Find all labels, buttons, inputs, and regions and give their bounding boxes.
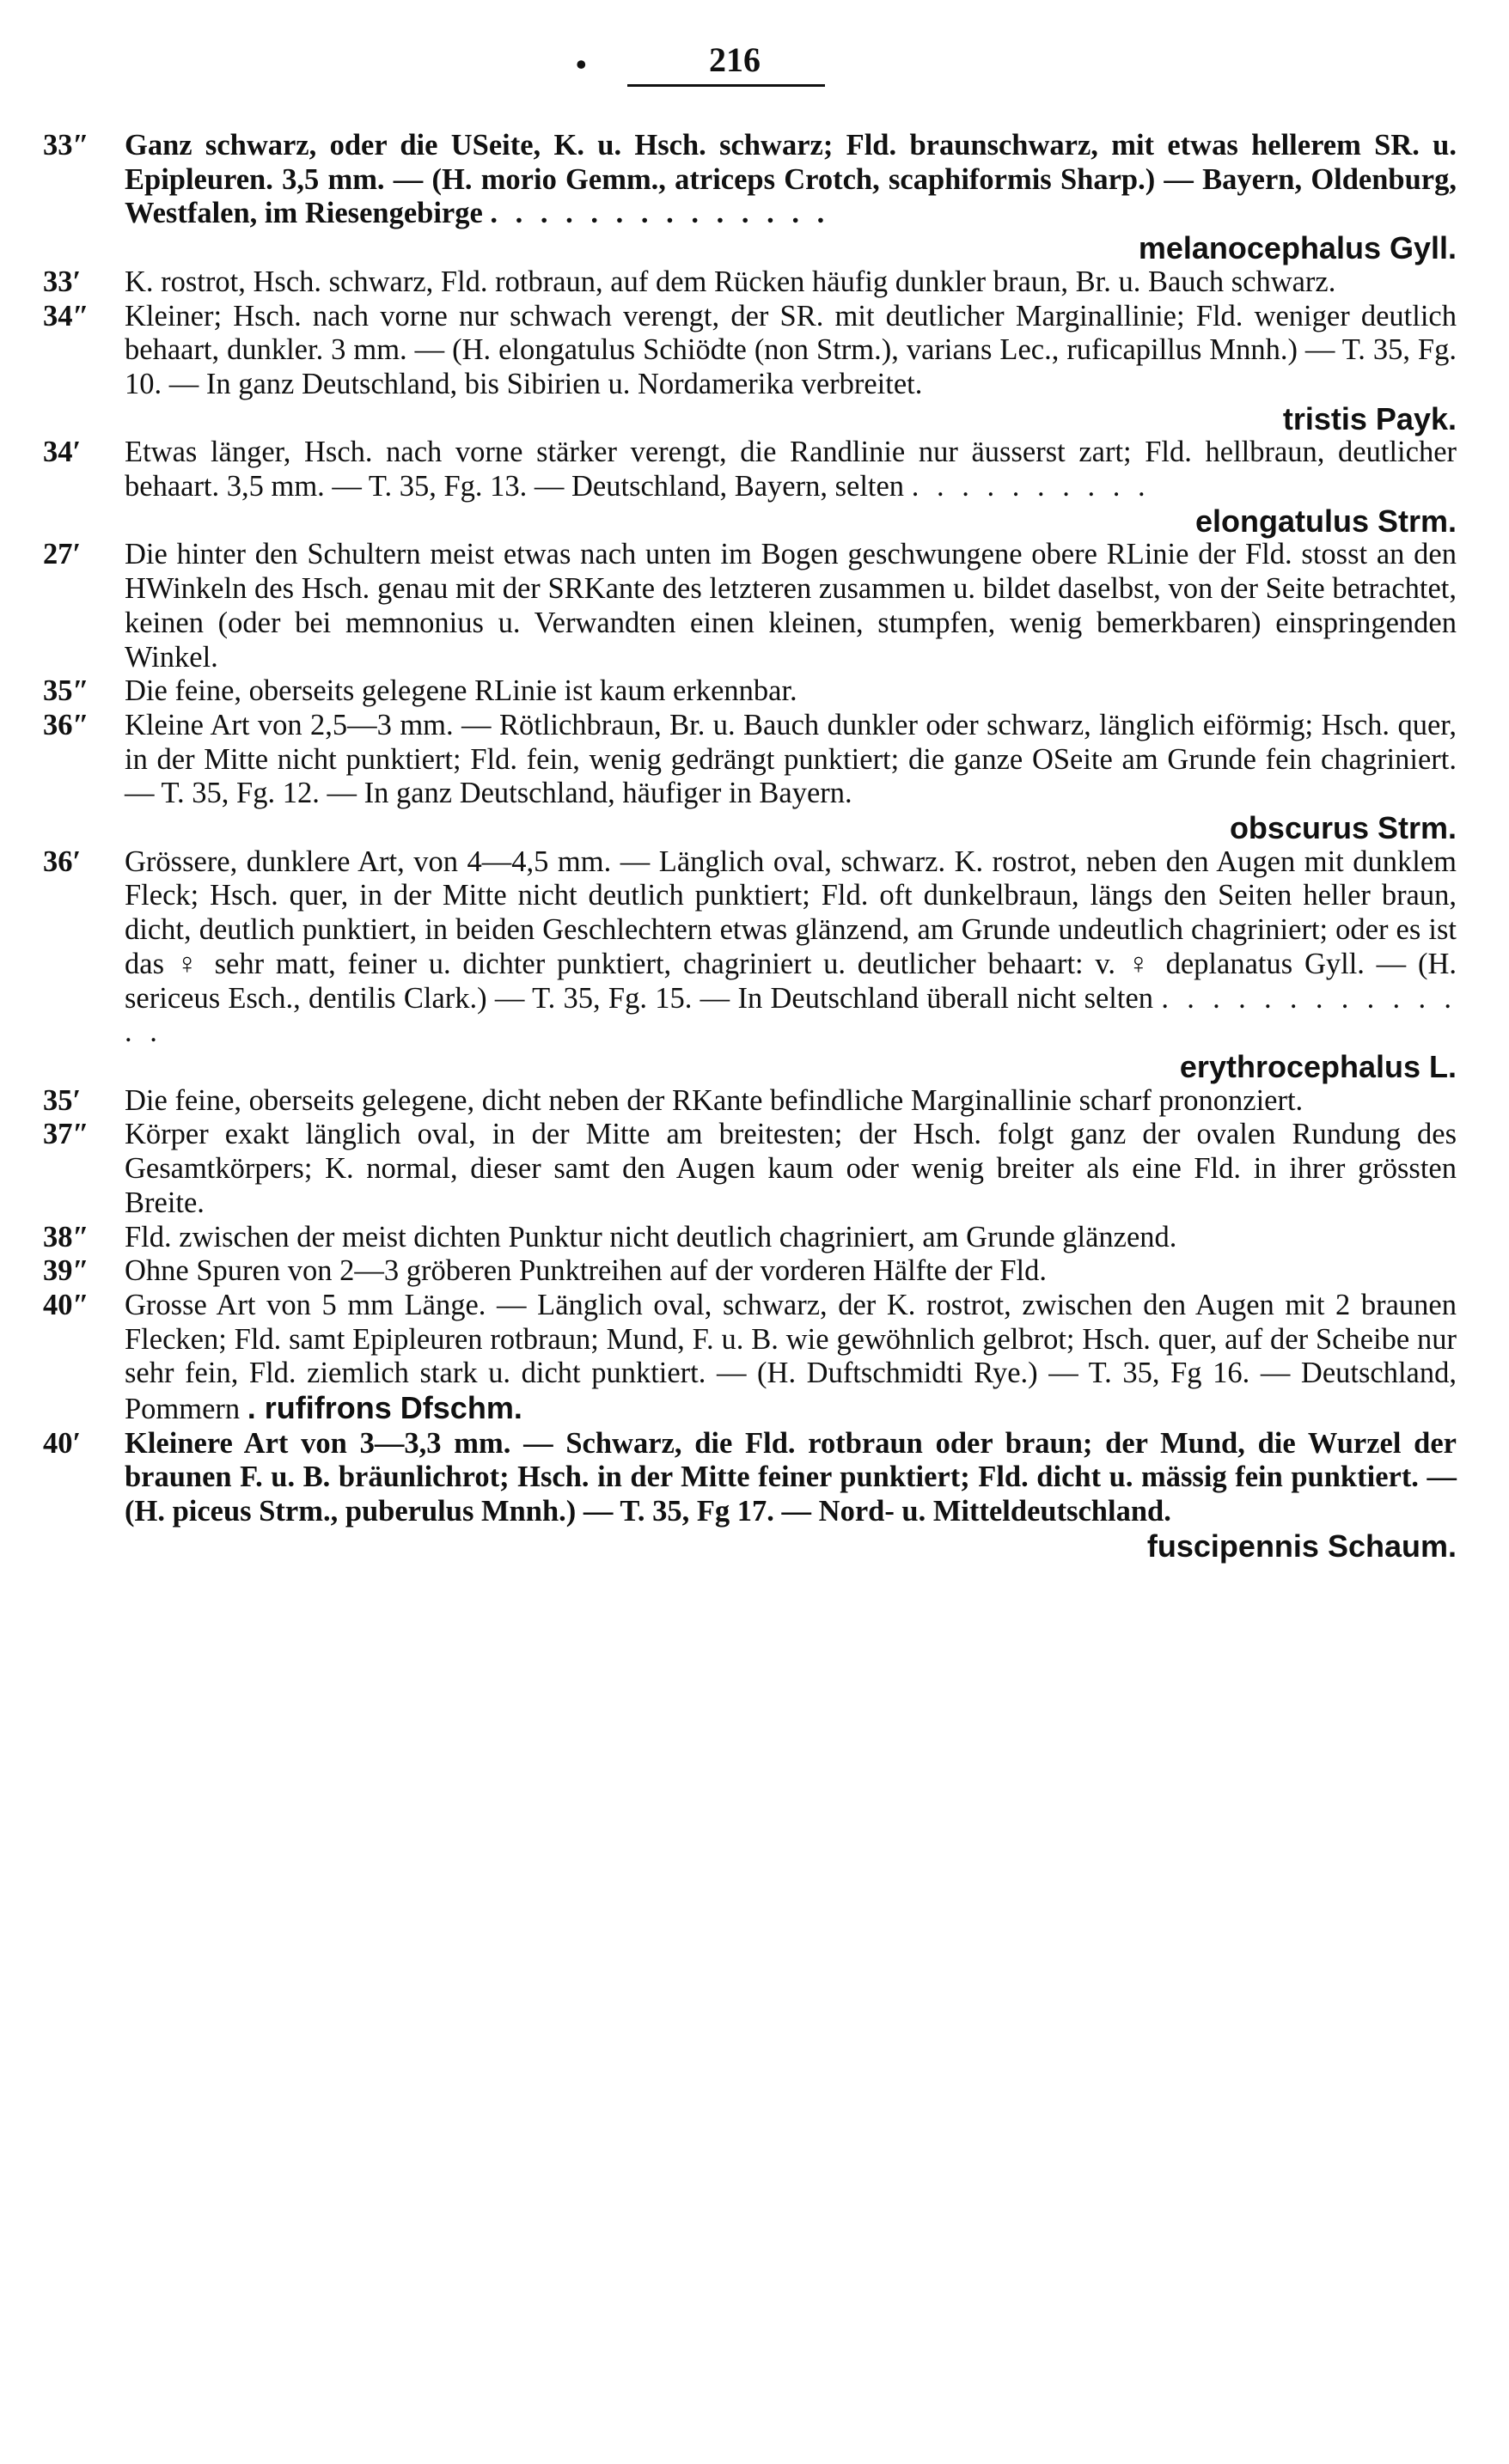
entry-text: Die hinter den Schultern meist etwas nach unten im Bogen geschwungene obere RLinie der Fld. stosst an den HWinkeln des Hsch. genau mit der SRKante des letzteren zusammen u. bildet daselbst, von der Seite betrachtet, keinen (oder bei memnonius u. Verwandten einen kleinen, stumpfen, wenig bemerkbaren) einspringenden Winkel.: [125, 538, 1457, 674]
entry-body: Grosse Art von 5 mm Länge. — Länglich oval, schwarz, der K. rostrot, zwischen den Augen mit 2 braunen Flecken; Fld. samt Epipleuren rotbraun; Mund, F. u. B. wie gewöhnlich gelbrot; Hsch. quer, auf der Scheibe nur sehr fein, Fld. ziemlich stark u. dicht punktiert. — (H. Duftschmidti Rye.) — T. 35, Fg 16. — Deutschland, Pommern: [125, 1288, 1457, 1426]
entry-body: Ganz schwarz, oder die USeite, K. u. Hsch. schwarz; Fld. braunschwarz, mit etwas hellerem SR. u. Epipleuren. 3,5 mm. — (H. morio Gemm., atriceps Crotch, scaphiformis Sharp.) — Bayern, Oldenburg, Westfalen, im Riesengebirge: [125, 129, 1457, 230]
entry-text: Die feine, oberseits gelegene RLinie ist kaum erkennbar.: [125, 674, 797, 708]
entry-text: Die feine, oberseits gelegene, dicht neben der RKante befindliche Marginallinie scharf prononziert.: [125, 1083, 1304, 1117]
entry-text: Kleine Art von 2,5—3 mm. — Rötlichbraun, Br. u. Bauch dunkler oder schwarz, länglich eiförmig; Hsch. quer, in der Mitte nicht punktiert; Fld. fein, wenig gedrängt punktiert; die ganze OSeite am Grunde fein chagriniert. — T. 35, Fg. 12. — In ganz Deutschland, häufiger in Bayern.: [125, 708, 1457, 810]
key-entry: [43, 1427, 1457, 1564]
key-entry: [43, 129, 1457, 265]
entry-text: [125, 436, 1457, 503]
entry-text: Kleinere Art von 3—3,3 mm. — Schwarz, die Fld. rotbraun oder braun; der Mund, die Wurzel der braunen F. u. B. bräunlichrot; Hsch. in der Mitte feiner punktiert; Fld. dicht u. mässig fein punktiert. — (H. piceus Strm., puberulus Mnnh.) — T. 35, Fg 17. — Nord- u. Mitteldeutschland.: [125, 1426, 1457, 1528]
key-entry: [43, 1221, 1457, 1255]
entry-number: 35″: [43, 674, 89, 708]
key-entry: [43, 1118, 1457, 1220]
page-number: 216: [709, 40, 761, 79]
entry-number: 36′: [43, 845, 82, 878]
species-name: . rufifrons Dfschm.: [247, 1390, 522, 1426]
entry-text: K. rostrot, Hsch. schwarz, Fld. rotbraun, auf dem Rücken häufig dunkler braun, Br. u. Bauch schwarz.: [125, 265, 1336, 298]
entry-number: 39″: [43, 1254, 89, 1288]
entry-number: 37″: [43, 1118, 89, 1151]
entry-body: Etwas länger, Hsch. nach vorne stärker verengt, die Randlinie nur äusserst zart; Fld. hellbraun, deutlicher behaart. 3,5 mm. — T. 35, Fg. 13. — Deutschland, Bayern, selten: [125, 436, 1457, 503]
entry-text: [125, 845, 1457, 1050]
entry-text: Ohne Spuren von 2—3 gröberen Punktreihen auf der vorderen Hälfte der Fld.: [125, 1254, 1048, 1288]
header-rule: [627, 84, 825, 87]
species-name: erythrocephalus L.: [1179, 1048, 1457, 1084]
key-entry: [43, 674, 1457, 709]
bullet-mark: •: [576, 47, 587, 82]
key-entry: [43, 1289, 1457, 1427]
species-name: elongatulus Strm.: [1194, 503, 1457, 539]
key-entry: [43, 1084, 1457, 1119]
entry-body: Grössere, dunklere Art, von 4—4,5 mm. — Länglich oval, schwarz. K. rostrot, neben den Augen mit dunklem Fleck; Hsch. quer, in der Mitte nicht deutlich punktiert; Fld. oft dunkelbraun, längs den Seiten heller braun, dicht, deutlich punktiert, in beiden Geschlechtern etwas glänzend, am Grunde undeutlich chagriniert; oder es ist das ♀ sehr matt, feiner u. dichter punktiert, chagriniert u. deutlicher behaart: v. ♀ deplanatus Gyll. — (H. sericeus Esch., dentilis Clark.) — T. 35, Fg. 15. — In Deutschland überall nicht selten: [125, 845, 1457, 1015]
entry-number: 33′: [43, 265, 82, 298]
entry-number: 34″: [43, 299, 89, 332]
key-entry: [43, 1254, 1457, 1289]
entry-number: 40′: [43, 1426, 82, 1460]
key-entry: [43, 436, 1457, 538]
page-header: [0, 34, 1509, 95]
key-text: [43, 129, 1457, 1564]
entry-text: Kleiner; Hsch. nach vorne nur schwach verengt, der SR. mit deutlicher Marginallinie; Fld. weniger deutlich behaart, dunkler. 3 mm. — (H. elongatulus Schiödte (non Strm.), varians Lec., ruficapillus Mnnh.) — T. 35, Fg. 10. — In ganz Deutschland, bis Sibirien u. Nordamerika verbreitet.: [125, 299, 1457, 400]
entry-number: 38″: [43, 1220, 89, 1253]
species-name: tristis Payk.: [1282, 400, 1457, 436]
key-entry: [43, 845, 1457, 1084]
entry-number: 27′: [43, 538, 82, 571]
entry-text: [125, 129, 1457, 231]
key-entry: [43, 538, 1457, 674]
species-name: obscurus Strm.: [1229, 810, 1457, 846]
key-entry: [43, 265, 1457, 300]
leader-dots: . . . . . . . . . . . . . .: [490, 197, 830, 230]
key-entry: [43, 709, 1457, 845]
entry-text: [125, 1289, 1457, 1427]
entry-number: 34′: [43, 436, 82, 469]
entry-number: 33″: [43, 129, 89, 162]
species-name: fuscipennis Schaum.: [1146, 1528, 1457, 1564]
entry-text: Körper exakt länglich oval, in der Mitte am breitesten; der Hsch. folgt ganz der ovalen Rundung des Gesamtkörpers; K. normal, dieser samt den Augen kaum oder wenig breiter als eine Fld. in ihrer grössten Breite.: [125, 1118, 1457, 1219]
leader-dots: . . . . . . . . . . . . . .: [125, 981, 1457, 1049]
entry-number: 40″: [43, 1288, 89, 1321]
leader-dots: . . . . . . . . . .: [911, 470, 1151, 503]
entry-text: Fld. zwischen der meist dichten Punktur nicht deutlich chagriniert, am Grunde glänzend.: [125, 1220, 1177, 1253]
entry-number: 35′: [43, 1083, 82, 1117]
species-name: melanocephalus Gyll.: [1138, 230, 1457, 266]
entry-number: 36″: [43, 708, 89, 741]
key-entry: [43, 300, 1457, 436]
